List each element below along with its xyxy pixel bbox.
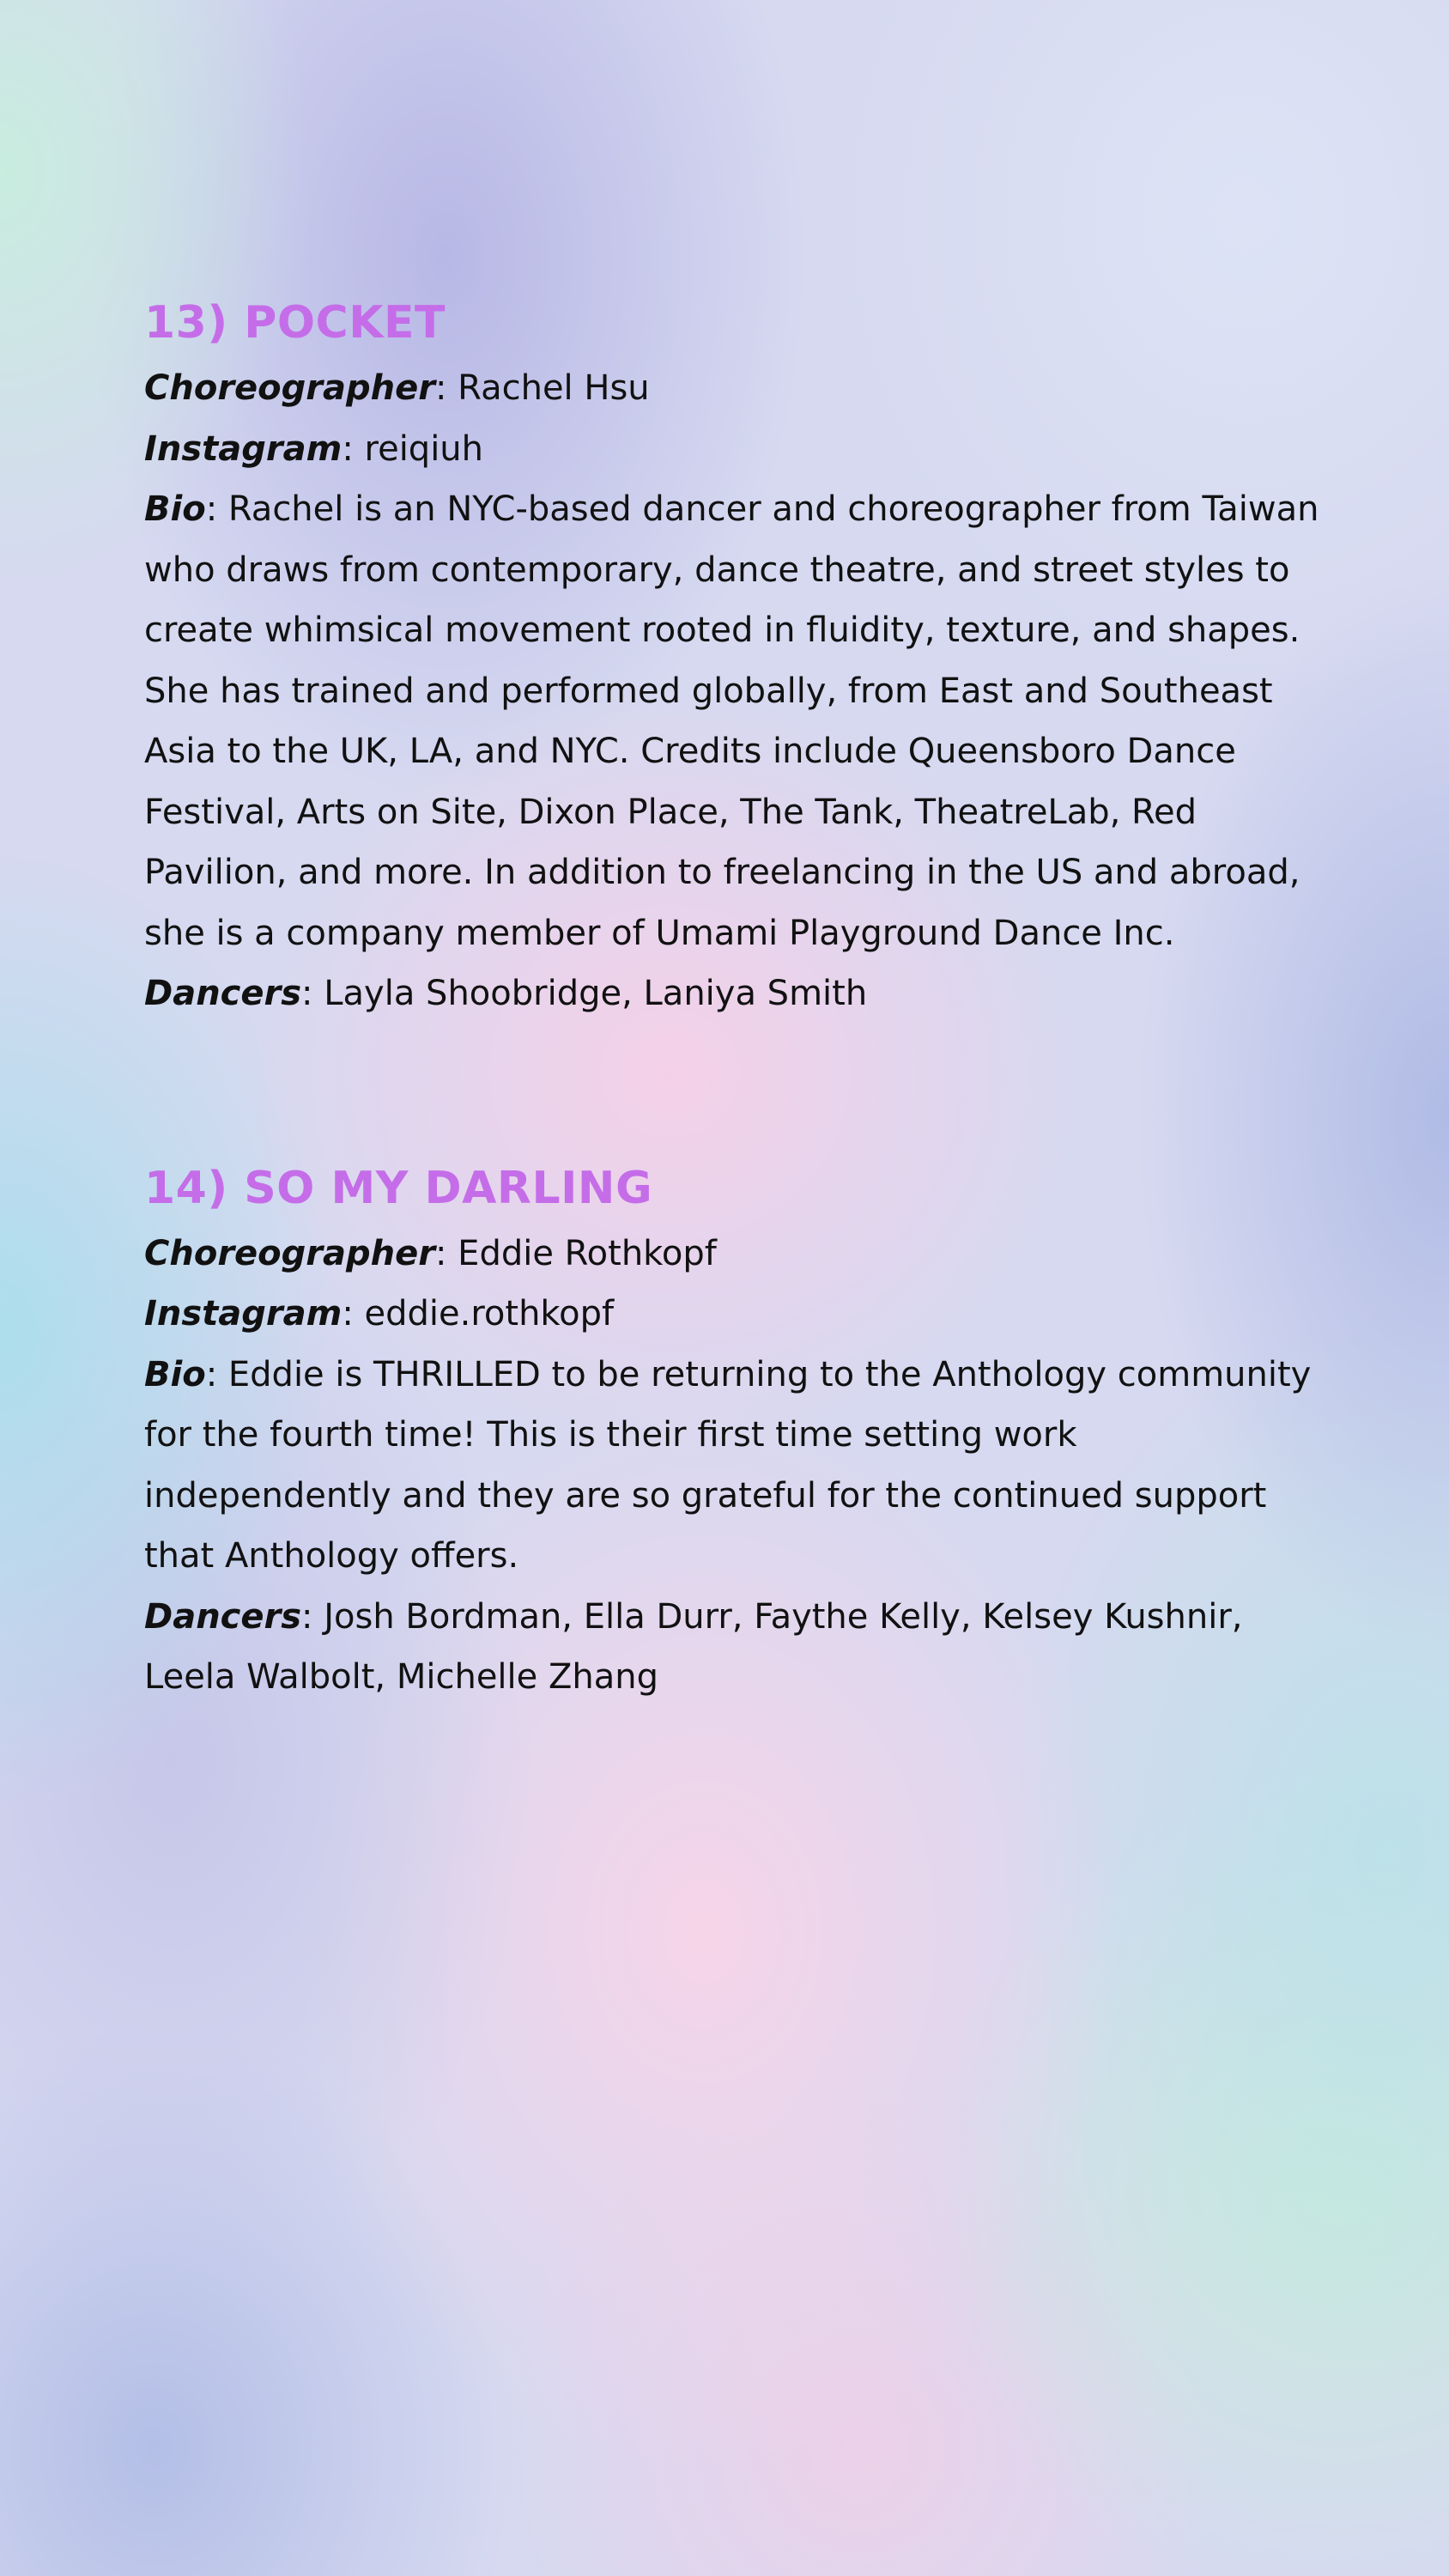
entry-title: 13) POCKET (144, 297, 446, 349)
dancers-label: Dancers (144, 974, 302, 1013)
choreographer-label: Choreographer (144, 368, 435, 408)
dancers-list: Josh Bordman, Ella Durr, Faythe Kelly, Kelsey Kushnir, Leela Walbolt, Michelle Zhang (144, 1596, 1243, 1697)
choreographer-line: Choreographer: Eddie Rothkopf (144, 1233, 717, 1273)
dancers-list: Layla Shoobridge, Laniya Smith (324, 974, 868, 1013)
bio-label: Bio (144, 489, 206, 529)
choreographer-label: Choreographer (144, 1233, 435, 1273)
bio-label: Bio (144, 1354, 206, 1394)
choreographer-name: Eddie Rothkopf (458, 1233, 717, 1273)
program-entry-so-my-darling (144, 1153, 1320, 1708)
program-page (144, 288, 1320, 1708)
instagram-line: Instagram: eddie.rothkopf (144, 1294, 615, 1334)
dancers-line: Dancers: Layla Shoobridge, Laniya Smith (144, 974, 868, 1013)
entry-title: 14) SO MY DARLING (144, 1162, 653, 1214)
choreographer-line: Choreographer: Rachel Hsu (144, 368, 650, 408)
choreographer-name: Rachel Hsu (458, 368, 650, 408)
instagram-label: Instagram (144, 428, 343, 469)
bio-text: Eddie is THRILLED to be returning to the Anthology community for the fourth time! This is their first time setting work independently and they are so grateful for the continued support that Anthology offers. (144, 1354, 1312, 1576)
instagram-label: Instagram (144, 1294, 343, 1334)
instagram-line: Instagram: reiqiuh (144, 428, 484, 469)
bio-paragraph: Bio: Rachel is an NYC-based dancer and choreographer from Taiwan who draws from contemporary, dance theatre, and street styles to create whimsical movement rooted in fluidity, texture, and shapes. She has trained and performed globally, from East and Southeast Asia to the UK, LA, and NYC. Credits include Queensboro Dance Festival, Arts on Site, Dixon Place, The Tank, TheatreLab, Red Pavilion, and more. In addition to freelancing in the US and abroad, she is a company member of Umami Playground Dance Inc. (144, 489, 1319, 953)
bio-paragraph: Bio: Eddie is THRILLED to be returning to the Anthology community for the fourth time! This is their first time setting work independently and they are so grateful for the continued support that Anthology offers. (144, 1354, 1312, 1576)
dancers-label: Dancers (144, 1596, 302, 1637)
dancers-line: Dancers: Josh Bordman, Ella Durr, Faythe Kelly, Kelsey Kushnir, Leela Walbolt, Michelle Zhang (144, 1596, 1243, 1697)
instagram-handle: reiqiuh (364, 428, 484, 469)
instagram-handle: eddie.rothkopf (364, 1294, 615, 1334)
program-entry-pocket (144, 288, 1320, 1024)
bio-text: Rachel is an NYC-based dancer and choreographer from Taiwan who draws from contemporary, dance theatre, and street styles to create whimsical movement rooted in fluidity, texture, and shapes. She has trained and performed globally, from East and Southeast Asia to the UK, LA, and NYC. Credits include Queensboro Dance Festival, Arts on Site, Dixon Place, The Tank, TheatreLab, Red Pavilion, and more. In addition to freelancing in the US and abroad, she is a company member of Umami Playground Dance Inc. (144, 489, 1319, 953)
